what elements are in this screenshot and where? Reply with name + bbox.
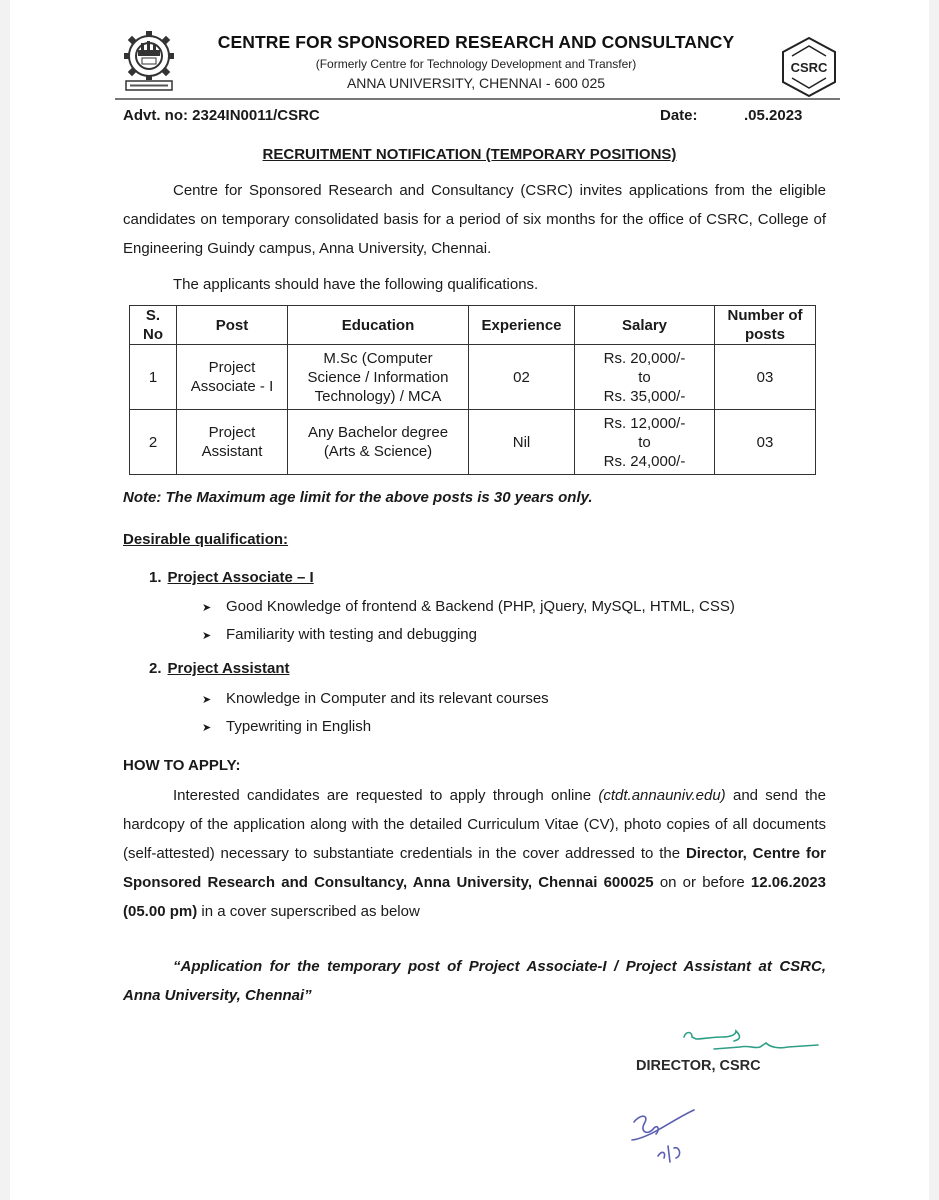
desirable-group-heading xyxy=(149,660,290,677)
col-post: Post xyxy=(177,306,288,345)
how-to-apply-heading: HOW TO APPLY: xyxy=(123,757,241,774)
cell-sno: 1 xyxy=(130,345,177,410)
organization-title: CENTRE FOR SPONSORED RESEARCH AND CONSULTANCY xyxy=(217,32,735,52)
arrow-bullet-icon: ➤ xyxy=(202,722,212,734)
cell-education: M.Sc (Computer Science / Information Technology) / MCA xyxy=(288,345,469,410)
arrow-bullet-icon: ➤ xyxy=(202,694,212,706)
group-number: 2. xyxy=(149,660,162,677)
col-education: Education xyxy=(288,306,469,345)
letterhead xyxy=(112,26,840,96)
age-limit-note: Note: The Maximum age limit for the above posts is 30 years only. xyxy=(123,489,593,506)
cell-post: Project Associate - I xyxy=(177,345,288,410)
cell-sno: 2 xyxy=(130,410,177,475)
bullet-item: ➤ Familiarity with testing and debugging xyxy=(202,626,477,643)
svg-text:CSRC: CSRC xyxy=(790,60,828,75)
group-number: 1. xyxy=(149,569,162,586)
date-label: Date: xyxy=(660,107,698,124)
col-salary: Salary xyxy=(575,306,715,345)
notification-title: RECRUITMENT NOTIFICATION (TEMPORARY POSITIONS) xyxy=(262,146,677,163)
cell-posts: 03 xyxy=(715,345,816,410)
cell-experience: Nil xyxy=(469,410,575,475)
col-sno: S. No xyxy=(130,306,177,345)
col-number-of-posts: Number of posts xyxy=(715,306,816,345)
table-header-row xyxy=(130,306,816,345)
group-title: Project Assistant xyxy=(167,660,290,677)
arrow-bullet-icon: ➤ xyxy=(202,630,212,642)
group-title: Project Associate – I xyxy=(167,569,314,586)
cell-education: Any Bachelor degree (Arts & Science) xyxy=(288,410,469,475)
qualifications-intro: The applicants should have the following qualifications. xyxy=(173,276,539,293)
advertisement-number: Advt. no: 2324IN0011/CSRC xyxy=(123,107,320,124)
arrow-bullet-icon: ➤ xyxy=(202,602,212,614)
organization-subtitle: (Formerly Centre for Technology Development and Transfer) xyxy=(315,57,637,71)
table-row xyxy=(130,345,816,410)
bullet-item: ➤ Knowledge in Computer and its relevant courses xyxy=(202,690,549,707)
intro-paragraph xyxy=(123,176,826,263)
table-row xyxy=(130,410,816,475)
application-website-link[interactable]: (ctdt.annauniv.edu) xyxy=(598,787,726,804)
cell-post: Project Assistant xyxy=(177,410,288,475)
cell-salary: Rs. 12,000/- to Rs. 24,000/- xyxy=(575,410,715,475)
deadline-bold: 12.06.2023 (05.00 pm) xyxy=(123,874,826,920)
address-bold: Director, Centre for Sponsored Research and Consultancy, Anna University, Chennai 600025 xyxy=(123,845,826,891)
desirable-heading: Desirable qualification: xyxy=(123,531,289,548)
cover-superscription: “Application for the temporary post of Project Associate-I / Project Assistant at CSRC, Anna University, Chennai” xyxy=(123,958,826,1004)
intro-text: Centre for Sponsored Research and Consultancy (CSRC) invites applications from the eligible candidates on temporary consolidated basis for a period of six months for the office of CSRC, College of Engineering Guindy campus, Anna University, Chennai. xyxy=(123,182,826,257)
date-value: .05.2023 xyxy=(744,107,803,124)
organization-address: ANNA UNIVERSITY, CHENNAI - 600 025 xyxy=(346,75,606,91)
how-to-apply-paragraph: Interested candidates are requested to apply through online (ctdt.annauniv.edu) and send the hardcopy of the application along with the detailed Curriculum Vitae (CV), photo copies of all documents (self-attested) necessary to substantiate credentials in the cover addressed to the Director, Centre for Sponsored Research and Consultancy, Anna University, Chennai 600025 on or before 12.06.2023 (05.00 pm) in a cover superscribed as below xyxy=(123,787,826,920)
qualifications-table xyxy=(129,305,816,475)
cell-posts: 03 xyxy=(715,410,816,475)
csrc-logo-icon xyxy=(780,36,838,98)
header-divider xyxy=(115,98,840,100)
bullet-item: ➤ Typewriting in English xyxy=(202,718,372,735)
col-experience: Experience xyxy=(469,306,575,345)
desirable-group-heading xyxy=(149,569,314,586)
bullet-item: ➤ Good Knowledge of frontend & Backend (PHP, jQuery, MySQL, HTML, CSS) xyxy=(202,598,735,615)
cell-salary: Rs. 20,000/- to Rs. 35,000/- xyxy=(575,345,715,410)
signatory-title: DIRECTOR, CSRC xyxy=(636,1058,761,1074)
cell-experience: 02 xyxy=(469,345,575,410)
initials-signature-icon xyxy=(620,1100,730,1170)
